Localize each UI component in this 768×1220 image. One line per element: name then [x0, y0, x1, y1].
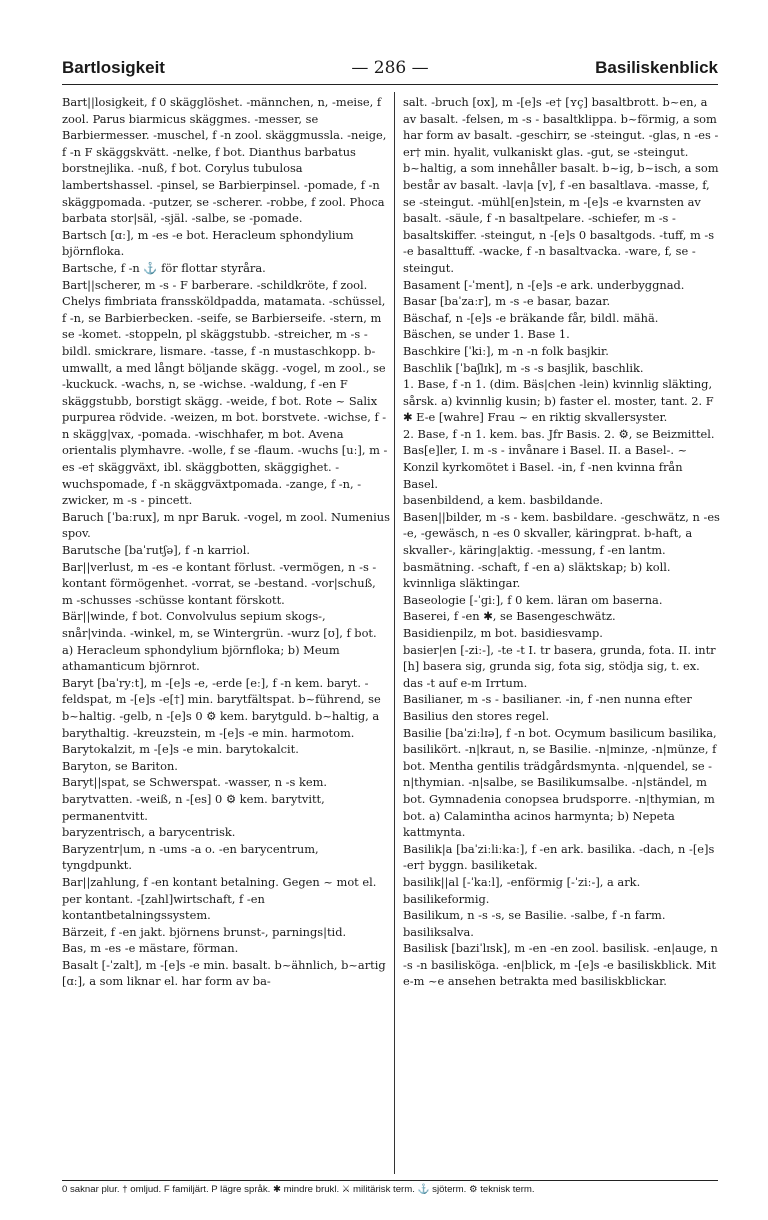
dictionary-entry: Baryzentr|um, n -ums -a o. -en barycentrum, tyngdpunkt. [62, 841, 319, 873]
dictionary-entry: Baruch [ˈbaːrux], m npr Baruk. -vogel, m zool. Numenius spov. [62, 509, 390, 541]
dictionary-entry: Bartsche, f -n ⚓ för flottar styråra. [62, 260, 266, 275]
dictionary-entry: Basament [-ˈment], n -[e]s -e ark. underbyggnad. [403, 277, 685, 292]
dictionary-entry: Baryt||spat, se Schwerspat. -wasser, n -s kem. barytvatten. -weiß, n -[es] 0 ⚙ kem. barytvitt, permanentvitt. [62, 775, 328, 823]
dictionary-entry: 1. Base, f -n 1. (dim. Bäs|chen -lein) kvinnlig släkting, sårsk. a) kvinnlig kusin; b) faster el. moster, tant. 2. F ✱ E-e [wahre] Frau ~ en riktig skvallersyster. [403, 377, 714, 425]
dictionary-entry: Bäschaf, n -[e]s -e bräkande får, bildl. mähä. [403, 310, 659, 325]
dictionary-entry: Bas[e]ler, I. m -s - invånare i Basel. II. a Basel-. ~ Konzil kyrkomötet i Basel. -in, f -nen kvinna från Basel. [403, 443, 688, 491]
dictionary-entry: Baschlik [ˈbaʃlɪk], m -s -s basjlik, baschlik. [403, 360, 644, 375]
running-header [62, 58, 718, 82]
dictionary-entry: Basalt [-ˈzalt], m -[e]s -e min. basalt. b~ähnlich, b~artig [ɑː], a som liknar el. har form av ba- [62, 957, 386, 989]
dictionary-entry: Bärzeit, f -en jakt. björnens brunst-, parnings|tid. [62, 924, 347, 939]
abbreviation-legend: 0 saknar plur. † omljud. F familjärt. P lägre språk. ✱ mindre brukl. ⚔ militärisk term. ⚓ sjöterm. ⚙ teknisk term. [62, 1184, 535, 1195]
dictionary-entry: Bar||zahlung, f -en kontant betalning. Gegen ~ mot el. per kontant. -[zahl]wirtschaft, f -en kontantbetalningssystem. [62, 874, 377, 923]
dictionary-entry: Bar||verlust, m -es -e kontant förlust. -vermögen, n -s - kontant förmögenhet. -vorrat, se -bestand. -vor|schuß, m -schusses -schüsse kontant förskott. [62, 559, 377, 607]
dictionary-entry: baryzentrisch, a barycentrisk. [62, 825, 236, 840]
dictionary-entry: Barutsche [baˈrutʃə], f -n karriol. [62, 543, 250, 558]
dictionary-entry: salt. -bruch [ʊx], m -[e]s -e† [ʏç] basaltbrott. b~en, a av basalt. -felsen, m -s - basaltklippa. b~förmig, a som har form av basalt. -geschirr, se -steingut. -glas, n -es -er† min. hyalit, vulkaniskt glas. -gut, se -steingut. b~haltig, a som innehåller basalt. b~ig, b~isch, a som består av basalt. -lav|a [v], f -en basaltlava. -masse, f, se -steingut. -mühl[en]stein, m -[e]s -e kvarnsten av basalt. -säule, f -n basaltpelare. -schiefer, m -s - basaltskiffer. -steingut, n -[e]s 0 basaltgods. -tuff, m -s -e basalttuff. -wacke, f -n basaltvacka. -ware, f, se -steingut. [403, 95, 719, 275]
column-divider [394, 92, 395, 1174]
footer-rule [62, 1180, 718, 1181]
dictionary-entry: Baryt [baˈryːt], m -[e]s -e, -erde [eː], f -n kem. baryt. -feldspat, m -[e]s -e[†] min. barytfältspat. b~führend, se b~haltig. -gelb, n -[e]s 0 ⚙ kem. barytguld. b~haltig, a barythaltig. -kreuzstein, m -[e]s -e min. harmotom. [62, 675, 381, 740]
dictionary-entry: Basen||bilder, m -s - kem. basbildare. -geschwätz, n -es -e, -gewäsch, n -es 0 skvaller, käringprat. b-haft, a skvaller-, käring|aktig. -messung, f -en lantm. basmätning. -schaft, f -en a) släktskap; b) koll. kvinnliga släktingar. [403, 509, 720, 591]
header-last-word: Basiliskenblick [595, 58, 718, 77]
dictionary-entry: Baryton, se Bariton. [62, 758, 178, 773]
dictionary-entry: Basilikum, n -s -s, se Basilie. -salbe, f -n farm. basiliksalva. [403, 908, 666, 939]
dictionary-entry: Basilie [baˈziːlɪə], f -n bot. Ocymum basilicum basilika, basilikört. -n|kraut, n, se Basilie. -n|minze, -n|münze, f bot. Mentha gentilis trädgårdsmynta. -n|quendel, se -n|thymian. -n|salbe, se Basilikumsalbe. -n|ständel, m bot. Gymnadenia conopsea brudsporre. -n|thymian, m bot. a) Calamintha acinos harmynta; b) Nepeta kattmynta. [403, 725, 717, 840]
dictionary-entry: Basilianer, m -s - basilianer. -in, f -nen nunna efter Basilius den stores regel. [403, 692, 692, 723]
dictionary-entry: Basidienpilz, m bot. basidiesvamp. [403, 626, 603, 640]
dictionary-entry: Bartsch [ɑː], m -es -e bot. Heracleum sphondylium björnfloka. [62, 227, 354, 259]
dictionary-entry: 2. Base, f -n 1. kem. bas. Jfr Basis. 2. ⚙, se Beizmittel. [403, 426, 715, 441]
dictionary-entry: Bäschen, se under 1. Base 1. [403, 327, 570, 342]
dictionary-entry: basier|en [-ziː-], -te -t I. tr basera, grunda, fota. II. intr [h] basera sig, grunda sig, fota sig, stödja sig, t. ex. das -t auf e-m Irrtum. [403, 642, 716, 690]
dictionary-entry: Bas, m -es -e mästare, förman. [62, 941, 239, 956]
right-column [403, 94, 721, 990]
dictionary-entry: Basar [baˈzaːr], m -s -e basar, bazar. [403, 294, 611, 309]
page-number: — 286 — [351, 58, 429, 78]
dictionary-entry: Bär||winde, f bot. Convolvulus sepium skogs-, snår|vinda. -winkel, m, se Wintergrün. -wurz [ʊ], f bot. a) Heracleum sphondylium björnfloka; b) Meum athamanticum björnrot. [62, 609, 377, 674]
dictionary-entry: Bart||losigkeit, f 0 skägglöshet. -männchen, n, -meise, f zool. Parus biarmicus skäggmes. -messer, se Barbiermesser. -muschel, f -n zool. skäggmussla. -neige, f -n F skäggskvätt. -nelke, f bot. Dianthus barbatus borstnejlika. -nuß, f bot. Corylus tubulosa lambertshassel. -pinsel, se Barbierpinsel. -pomade, f -n skäggpomada. -putzer, se -scherer. -robbe, f zool. Phoca barbata stor|säl, -själ. -salbe, se -pomade. [62, 95, 387, 226]
dictionary-entry: Baserei, f -en ✱, se Basengeschwätz. [403, 609, 616, 624]
dictionary-entry: basilik||al [-ˈkaːl], -enförmig [-ˈziː-], a ark. basilikeformig. [403, 874, 641, 906]
dictionary-entry: Basilik|a [baˈziːliːkaː], f -en ark. basilika. -dach, n -[e]s -er† byggn. basiliketak. [403, 841, 715, 873]
dictionary-entry: Baschkire [ˈkiː], m -n -n folk basjkir. [403, 343, 609, 358]
dictionary-entry: Basilisk [baziˈlɪsk], m -en -en zool. basilisk. -en|auge, n -s -n basiliskögа. -en|blick, m -[e]s -e basiliskblick. Mit e-m ~e ansehen betrakta med basiliskblickar. [403, 941, 718, 989]
dictionary-entry: Bart||scherer, m -s - F barberare. -schildkröte, f zool. Chelys fimbriata franssköldpadda, matamata. -schüssel, f -n, se Barbierbecken. -seife, se Barbierseife. -stern, m se -komet. -stoppeln, pl skäggstubb. -streicher, m -s - bildl. smickrare, lismare. -tasse, f -n mustaschkopp. b-umwallt, a med långt böljande skägg. -vogel, m zool., se -kuckuck. -wachs, n, se -wichse. -waldung, f -en F skäggstubb, borstigt skägg. -weide, f bot. Rote ~ Salix purpurea rödvide. -weizen, m bot. borstvete. -wichse, f -n skägg|vax, -pomada. -wischhafer, m bot. Avena orientalis plymhavre. -wolle, f se -flaum. -wuchs [uː], m -es -e† skäggväxt, ibl. skäggbotten, skäggighet. -wuchspomade, f -n skäggväxtpomada. -zange, f -n, -zwicker, m -s - pincett. [62, 277, 388, 508]
header-first-word: Bartlosigkeit [62, 58, 165, 77]
dictionary-entry: basenbildend, a kem. basbildande. [403, 493, 604, 508]
header-rule [62, 84, 718, 85]
left-column [62, 94, 390, 990]
dictionary-entry: Barytokalzit, m -[e]s -e min. barytokalcit. [62, 742, 299, 757]
dictionary-entry: Baseologie [-ˈgiː], f 0 kem. läran om baserna. [403, 592, 663, 607]
